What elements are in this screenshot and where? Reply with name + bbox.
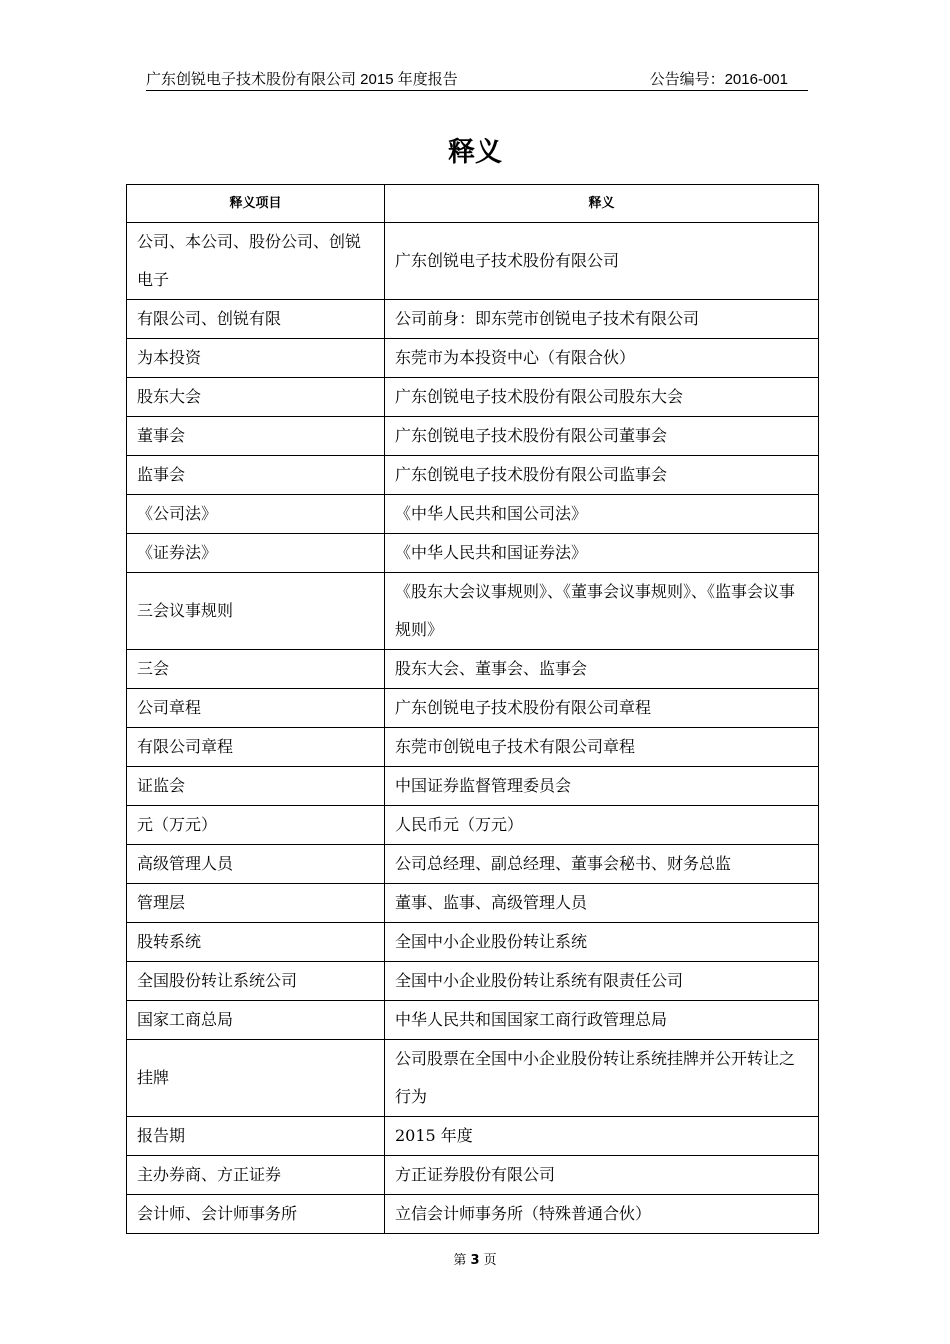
table-row [127, 689, 819, 728]
term-cell: 国家工商总局 [127, 1001, 385, 1040]
definition-cell: 广东创锐电子技术股份有限公司 [385, 223, 819, 300]
definition-cell: 广东创锐电子技术股份有限公司股东大会 [385, 378, 819, 417]
term-cell: 《公司法》 [127, 495, 385, 534]
term-cell: 三会议事规则 [127, 573, 385, 650]
table-row [127, 1117, 819, 1156]
definition-cell: 广东创锐电子技术股份有限公司董事会 [385, 417, 819, 456]
page-title: 释义 [448, 137, 502, 168]
definition-cell: 公司前身：即东莞市创锐电子技术有限公司 [385, 300, 819, 339]
term-cell: 股东大会 [127, 378, 385, 417]
term-cell: 挂牌 [127, 1040, 385, 1117]
definition-cell: 广东创锐电子技术股份有限公司章程 [385, 689, 819, 728]
table-row [127, 1195, 819, 1234]
term-cell: 高级管理人员 [127, 845, 385, 884]
definition-cell: 董事、监事、高级管理人员 [385, 884, 819, 923]
column-header-term: 释义项目 [127, 185, 385, 223]
definition-cell: 东莞市为本投资中心（有限合伙） [385, 339, 819, 378]
table-row [127, 573, 819, 650]
term-cell: 三会 [127, 650, 385, 689]
definition-cell: 人民币元（万元） [385, 806, 819, 845]
definition-cell: 立信会计师事务所（特殊普通合伙） [385, 1195, 819, 1234]
page-number-prefix: 第 [453, 1253, 467, 1268]
definition-cell: 中国证券监督管理委员会 [385, 767, 819, 806]
column-header-definition: 释义 [385, 185, 819, 223]
page-number: 3 [470, 1253, 480, 1268]
table-row [127, 650, 819, 689]
page-footer [0, 1249, 950, 1268]
table-row [127, 728, 819, 767]
definitions-table [126, 184, 819, 1234]
term-cell: 元（万元） [127, 806, 385, 845]
table-row [127, 339, 819, 378]
definition-cell: 全国中小企业股份转让系统有限责任公司 [385, 962, 819, 1001]
table-row [127, 1040, 819, 1117]
definition-cell: 《中华人民共和国证券法》 [385, 534, 819, 573]
table-row [127, 378, 819, 417]
table-row [127, 845, 819, 884]
table-row [127, 223, 819, 300]
report-title: 广东创锐电子技术股份有限公司 2015 年度报告 [146, 71, 458, 88]
definition-cell: 2015 年度 [385, 1117, 819, 1156]
definition-cell: 股东大会、董事会、监事会 [385, 650, 819, 689]
table-header-row [127, 185, 819, 223]
table-row [127, 962, 819, 1001]
term-cell: 公司、本公司、股份公司、创锐电子 [127, 223, 385, 300]
term-cell: 公司章程 [127, 689, 385, 728]
term-cell: 有限公司章程 [127, 728, 385, 767]
term-cell: 股转系统 [127, 923, 385, 962]
page-number-suffix: 页 [483, 1253, 497, 1268]
table-row [127, 1156, 819, 1195]
definition-cell: 全国中小企业股份转让系统 [385, 923, 819, 962]
definition-cell: 公司总经理、副总经理、董事会秘书、财务总监 [385, 845, 819, 884]
definition-cell: 方正证券股份有限公司 [385, 1156, 819, 1195]
table-row [127, 495, 819, 534]
term-cell: 报告期 [127, 1117, 385, 1156]
term-cell: 全国股份转让系统公司 [127, 962, 385, 1001]
term-cell: 为本投资 [127, 339, 385, 378]
table-row [127, 767, 819, 806]
table-row [127, 456, 819, 495]
term-cell: 证监会 [127, 767, 385, 806]
definition-cell: 《股东大会议事规则》、《董事会议事规则》、《监事会议事规则》 [385, 573, 819, 650]
term-cell: 董事会 [127, 417, 385, 456]
table-row [127, 417, 819, 456]
definition-cell: 公司股票在全国中小企业股份转让系统挂牌并公开转让之行为 [385, 1040, 819, 1117]
page-header [146, 66, 808, 91]
table-row [127, 534, 819, 573]
term-cell: 会计师、会计师事务所 [127, 1195, 385, 1234]
definition-cell: 东莞市创锐电子技术有限公司章程 [385, 728, 819, 767]
definition-cell: 广东创锐电子技术股份有限公司监事会 [385, 456, 819, 495]
definition-cell: 《中华人民共和国公司法》 [385, 495, 819, 534]
table-row [127, 884, 819, 923]
table-row [127, 923, 819, 962]
announcement-number: 公告编号：2016-001 [649, 71, 788, 88]
table-row [127, 806, 819, 845]
table-row [127, 300, 819, 339]
term-cell: 《证券法》 [127, 534, 385, 573]
term-cell: 监事会 [127, 456, 385, 495]
term-cell: 管理层 [127, 884, 385, 923]
term-cell: 有限公司、创锐有限 [127, 300, 385, 339]
table-row [127, 1001, 819, 1040]
definition-cell: 中华人民共和国国家工商行政管理总局 [385, 1001, 819, 1040]
term-cell: 主办券商、方正证券 [127, 1156, 385, 1195]
